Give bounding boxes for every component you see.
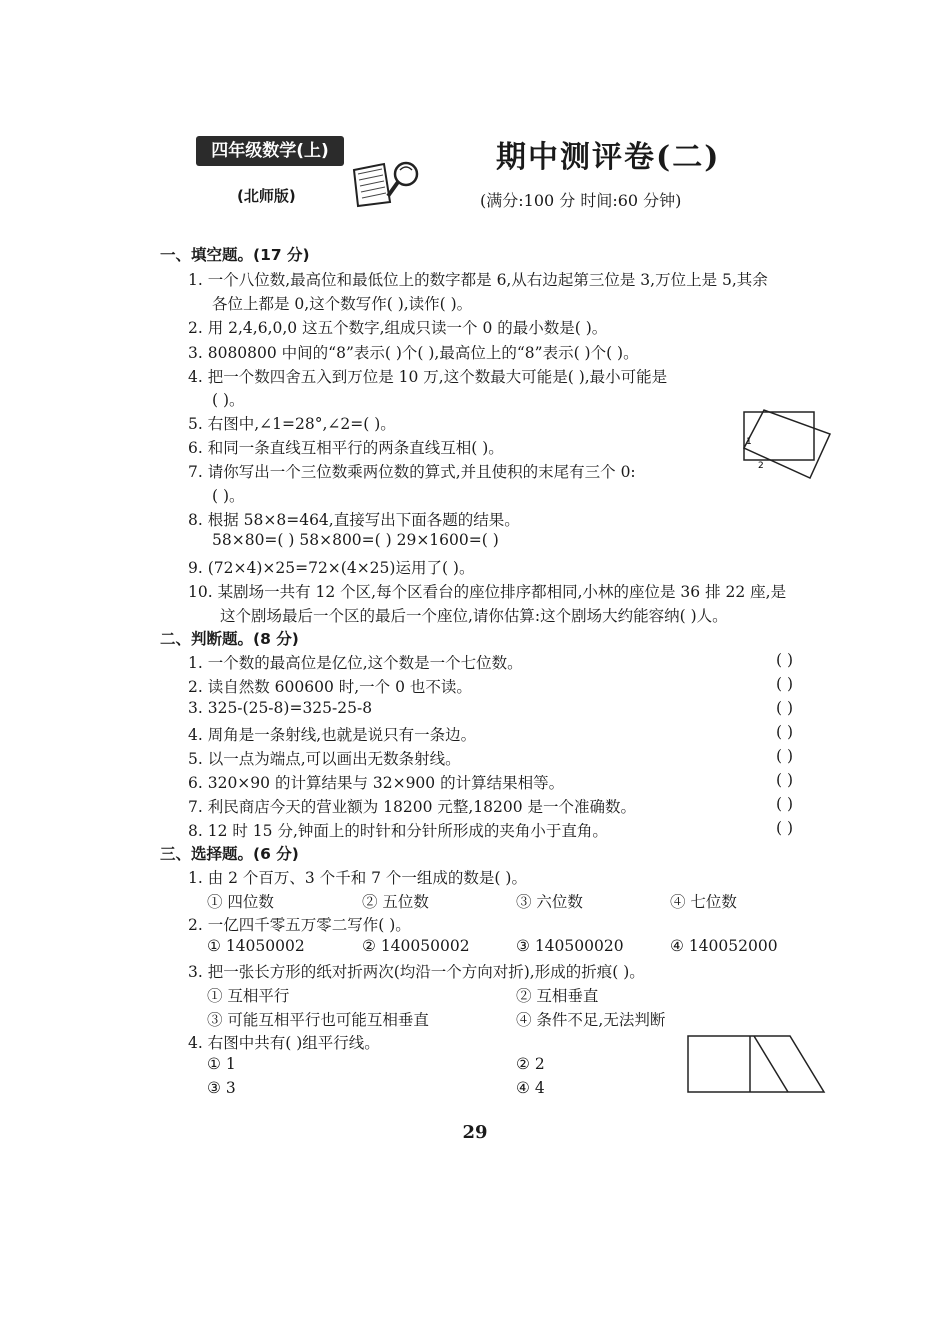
question-text: 58×80=( ) 58×800=( ) 29×1600=( ) <box>212 531 499 549</box>
page-number: 29 <box>462 1122 488 1143</box>
question-text: 9. (72×4)×25=72×(4×25)运用了( )。 <box>188 559 475 577</box>
choice-option[interactable]: ③ 3 <box>207 1079 236 1097</box>
section-multiple-choice-heading: 三、选择题。(6 分) <box>160 845 299 863</box>
answer-paren[interactable]: ( ) <box>776 795 794 813</box>
question-text: 6. 320×90 的计算结果与 32×900 的计算结果相等。 <box>188 774 565 792</box>
choice-option[interactable]: ④ 七位数 <box>670 893 737 911</box>
choice-option[interactable]: ① 14050002 <box>207 937 305 955</box>
question-text: ( )。 <box>212 487 245 505</box>
answer-paren[interactable]: ( ) <box>776 723 794 741</box>
choice-option[interactable]: ① 1 <box>207 1055 236 1073</box>
answer-paren[interactable]: ( ) <box>776 747 794 765</box>
choice-option[interactable]: ③ 六位数 <box>516 893 583 911</box>
question-text: 2. 一亿四千零五万零二写作( )。 <box>188 916 411 934</box>
answer-paren[interactable]: ( ) <box>776 699 794 717</box>
question-text: 10. 某剧场一共有 12 个区,每个区看台的座位排序都相同,小林的座位是 36 排 22 座,是 <box>188 583 787 601</box>
question-text: 2. 读自然数 600600 时,一个 0 也不读。 <box>188 678 472 696</box>
answer-paren[interactable]: ( ) <box>776 819 794 837</box>
question-text: 8. 根据 58×8=464,直接写出下面各题的结果。 <box>188 511 520 529</box>
choice-option[interactable]: ① 四位数 <box>207 893 274 911</box>
question-text: 这个剧场最后一个区的最后一个座位,请你估算:这个剧场大约能容纳( )人。 <box>220 607 728 625</box>
question-text: 2. 用 2,4,6,0,0 这五个数字,组成只读一个 0 的最小数是( )。 <box>188 319 608 337</box>
book-illustration-icon <box>350 158 430 208</box>
choice-option[interactable]: ④ 条件不足,无法判断 <box>516 1011 666 1029</box>
choice-option[interactable]: ④ 4 <box>516 1079 545 1097</box>
choice-option[interactable]: ③ 可能互相平行也可能互相垂直 <box>207 1011 429 1029</box>
choice-option[interactable]: ④ 140052000 <box>670 937 778 955</box>
grade-badge: 四年级数学(上) <box>196 136 344 166</box>
edition-label: (北师版) <box>237 187 296 205</box>
answer-paren[interactable]: ( ) <box>776 675 794 693</box>
angle-1-label: 1 <box>746 437 752 447</box>
question-text: 4. 右图中共有( )组平行线。 <box>188 1034 380 1052</box>
section-fill-blank-heading: 一、填空题。(17 分) <box>160 246 310 264</box>
parallel-lines-figure <box>686 1034 826 1096</box>
question-text: 7. 利民商店今天的营业额为 18200 元整,18200 是一个准确数。 <box>188 798 637 816</box>
question-text: 4. 把一个数四舍五入到万位是 10 万,这个数最大可能是( ),最小可能是 <box>188 368 668 386</box>
question-text: 3. 把一张长方形的纸对折两次(均沿一个方向对折),形成的折痕( )。 <box>188 963 645 981</box>
question-text: 7. 请你写出一个三位数乘两位数的算式,并且使积的末尾有三个 0: <box>188 463 636 481</box>
question-text: 3. 325-(25-8)=325-25-8 <box>188 699 373 717</box>
choice-option[interactable]: ② 2 <box>516 1055 545 1073</box>
angle-2-label: 2 <box>758 461 764 471</box>
question-text: 1. 一个八位数,最高位和最低位上的数字都是 6,从右边起第三位是 3,万位上是 5,其余 <box>188 271 768 289</box>
question-text: 4. 周角是一条射线,也就是说只有一条边。 <box>188 726 477 744</box>
choice-option[interactable]: ② 140050002 <box>362 937 470 955</box>
choice-option[interactable]: ③ 140500020 <box>516 937 624 955</box>
section-true-false-heading: 二、判断题。(8 分) <box>160 630 299 648</box>
question-text: 5. 以一点为端点,可以画出无数条射线。 <box>188 750 461 768</box>
angle-figure <box>742 410 832 490</box>
question-text: 5. 右图中,∠1=28°,∠2=( )。 <box>188 415 396 433</box>
question-text: ( )。 <box>212 391 245 409</box>
choice-option[interactable]: ① 互相平行 <box>207 987 290 1005</box>
answer-paren[interactable]: ( ) <box>776 771 794 789</box>
question-text: 8. 12 时 15 分,钟面上的时针和分针所形成的夹角小于直角。 <box>188 822 608 840</box>
question-text: 1. 由 2 个百万、3 个千和 7 个一组成的数是( )。 <box>188 869 527 887</box>
choice-option[interactable]: ② 互相垂直 <box>516 987 599 1005</box>
question-text: 6. 和同一条直线互相平行的两条直线互相( )。 <box>188 439 504 457</box>
question-text: 各位上都是 0,这个数写作( ),读作( )。 <box>212 295 473 313</box>
score-time-info: (满分:100 分 时间:60 分钟) <box>480 191 682 210</box>
question-text: 3. 8080800 中间的“8”表示( )个( ),最高位上的“8”表示( )个( )。 <box>188 344 639 362</box>
choice-option[interactable]: ② 五位数 <box>362 893 429 911</box>
question-text: 1. 一个数的最高位是亿位,这个数是一个七位数。 <box>188 654 523 672</box>
answer-paren[interactable]: ( ) <box>776 651 794 669</box>
page-title: 期中测评卷(二) <box>496 140 721 175</box>
